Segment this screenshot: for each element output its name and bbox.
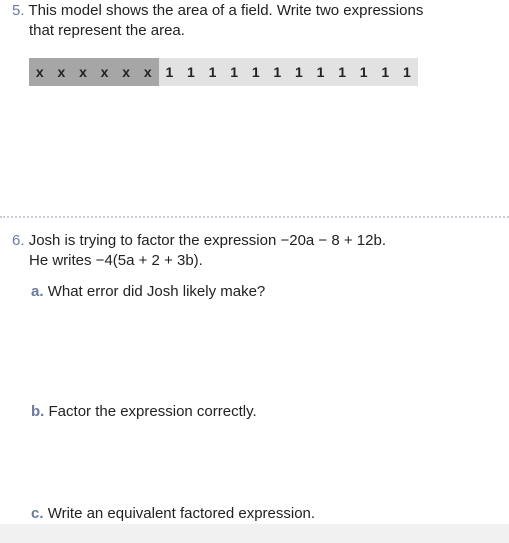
one-tile: 1 bbox=[180, 58, 202, 86]
part-a-letter: a. bbox=[31, 283, 44, 300]
one-tile: 1 bbox=[353, 58, 375, 86]
problem-6-part-a bbox=[31, 282, 265, 302]
x-tile: x bbox=[94, 58, 116, 86]
one-tile: 1 bbox=[396, 58, 418, 86]
problem-6-text-line1: Josh is trying to factor the expression −20a − 8 + 12b. bbox=[28, 232, 386, 249]
one-tile: 1 bbox=[331, 58, 353, 86]
area-model-strip bbox=[29, 58, 418, 86]
problem-6 bbox=[12, 231, 492, 271]
problem-5-number: 5. bbox=[12, 2, 25, 19]
one-tile: 1 bbox=[159, 58, 181, 86]
one-tile: 1 bbox=[223, 58, 245, 86]
problem-5-line1 bbox=[12, 1, 492, 21]
one-tile: 1 bbox=[267, 58, 289, 86]
problem-6-line1 bbox=[12, 231, 492, 251]
section-divider bbox=[0, 216, 509, 218]
x-tile: x bbox=[29, 58, 51, 86]
problem-6-text-line2: He writes −4(5a + 2 + 3b). bbox=[29, 252, 203, 269]
one-tile: 1 bbox=[245, 58, 267, 86]
part-a-question: What error did Josh likely make? bbox=[47, 283, 266, 300]
part-b-question: Factor the expression correctly. bbox=[48, 403, 257, 420]
x-tile: x bbox=[72, 58, 94, 86]
part-c-letter: c. bbox=[31, 505, 44, 522]
problem-6-part-b bbox=[31, 402, 257, 422]
one-tile: 1 bbox=[310, 58, 332, 86]
problem-5-text-line1: This model shows the area of a field. Write two expressions bbox=[28, 2, 424, 19]
part-c-question: Write an equivalent factored expression. bbox=[47, 505, 316, 522]
problem-6-number: 6. bbox=[12, 232, 25, 249]
page-footer-band bbox=[0, 524, 509, 543]
x-tile: x bbox=[51, 58, 73, 86]
x-tile: x bbox=[137, 58, 159, 86]
problem-5-text-line2: that represent the area. bbox=[29, 22, 185, 39]
problem-6-part-c bbox=[31, 504, 315, 524]
one-tile: 1 bbox=[375, 58, 397, 86]
x-tile: x bbox=[115, 58, 137, 86]
part-b-letter: b. bbox=[31, 403, 45, 420]
one-tile: 1 bbox=[288, 58, 310, 86]
problem-5 bbox=[12, 1, 492, 41]
one-tile: 1 bbox=[202, 58, 224, 86]
